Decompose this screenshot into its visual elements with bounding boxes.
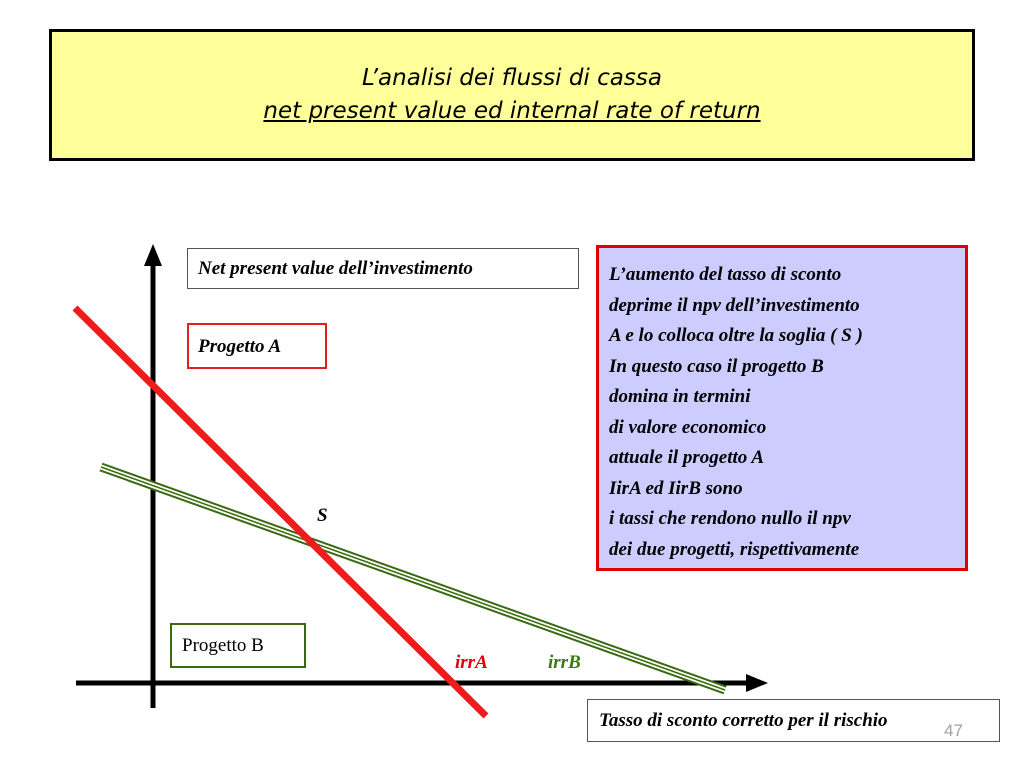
intersection-label: S xyxy=(317,505,328,526)
note-line: deprime il npv dell’investimento xyxy=(609,294,860,316)
title-line-2: net present value ed internal rate of return xyxy=(263,98,761,124)
note-line: di valore economico xyxy=(609,416,767,438)
y-axis-arrow-icon xyxy=(144,244,162,266)
npv-axis-label: Net present value dell’investimento xyxy=(187,248,579,289)
rate-axis-label: Tasso di sconto corretto per il rischio xyxy=(587,699,1000,742)
note-line: dei due progetti, rispettivamente xyxy=(609,538,860,560)
title-line-1: L’analisi dei flussi di cassa xyxy=(362,64,662,91)
note-line: domina in termini xyxy=(609,386,751,407)
x-axis-arrow-icon xyxy=(746,674,768,692)
note-line: attuale il progetto A xyxy=(609,447,764,468)
irr-a-label: irrA xyxy=(455,652,488,673)
page-number: 47 xyxy=(944,721,963,740)
note-box xyxy=(596,245,968,571)
note-line: IirA ed IirB sono xyxy=(609,477,743,499)
project-b-label: Progetto B xyxy=(170,623,306,668)
note-line: i tassi che rendono nullo il npv xyxy=(609,508,851,529)
note-line: L’aumento del tasso di sconto xyxy=(609,264,842,285)
irr-b-label: irrB xyxy=(548,652,581,673)
project-a-label: Progetto A xyxy=(187,323,327,369)
note-line: In questo caso il progetto B xyxy=(609,355,824,377)
note-line: A e lo colloca oltre la soglia ( S ) xyxy=(609,325,863,346)
